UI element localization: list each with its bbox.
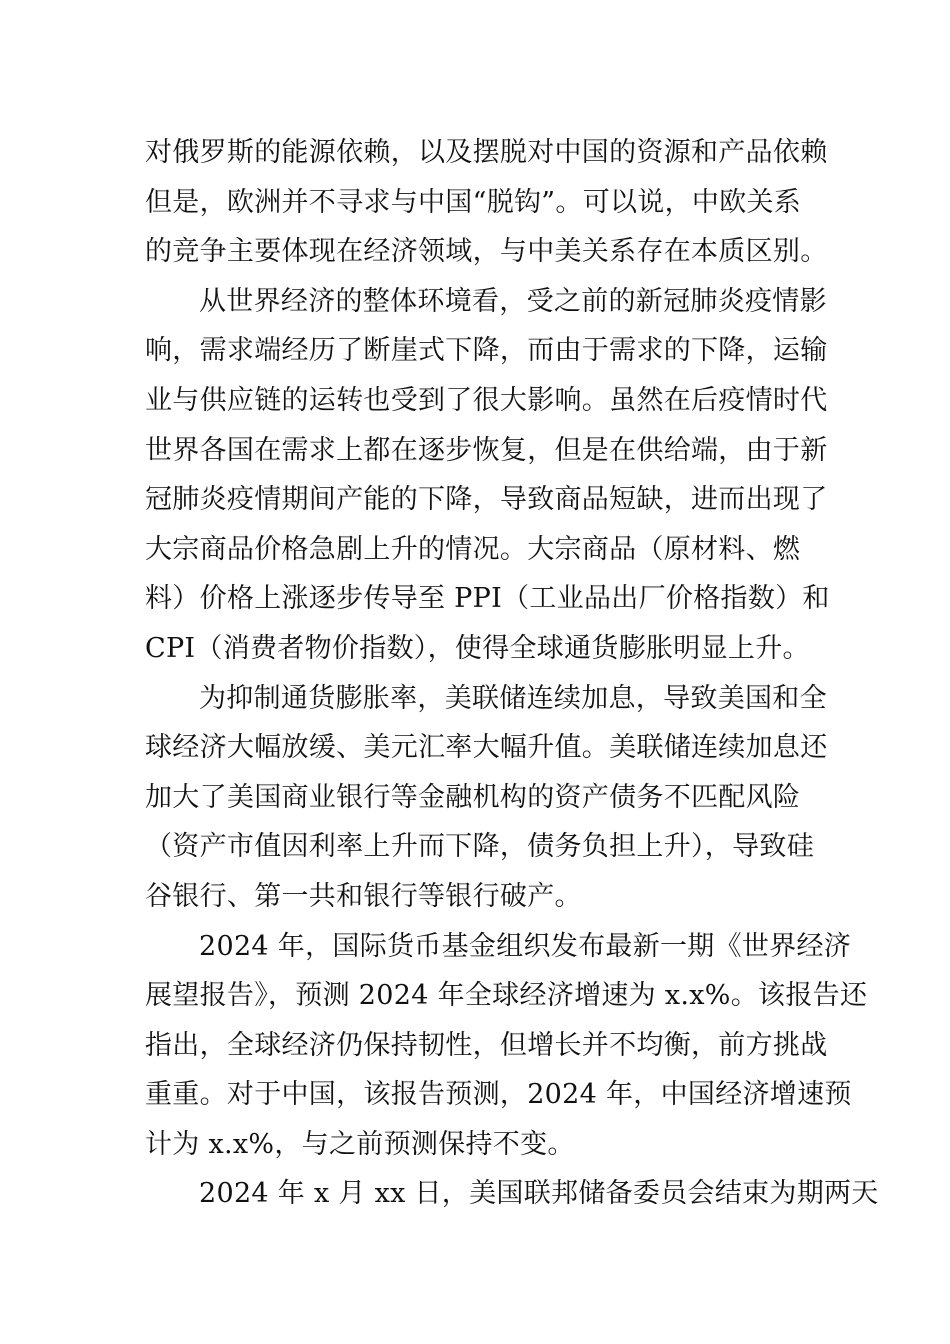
text-line: 料）价格上涨逐步传导至 PPI（工业品出厂价格指数）和 bbox=[145, 583, 830, 615]
paragraph-start-line: 2024 年 x 月 xx 日，美国联邦储备委员会结束为期两天 bbox=[199, 1178, 879, 1210]
text-line: 冠肺炎疫情期间产能的下降，导致商品短缺，进而出现了 bbox=[145, 484, 828, 516]
text-line: 大宗商品价格急剧上升的情况。大宗商品（原材料、燃 bbox=[145, 533, 801, 565]
text-line: 加大了美国商业银行等金融机构的资产债务不匹配风险 bbox=[145, 781, 801, 813]
text-line: 对俄罗斯的能源依赖，以及摆脱对中国的资源和产品依赖 bbox=[145, 137, 828, 168]
document-body bbox=[145, 128, 879, 1219]
text-line: 但是，欧洲并不寻求与中国“脱钩”。可以说，中欧关系 bbox=[145, 186, 802, 218]
text-line: 计为 x.x%，与之前预测保持不变。 bbox=[145, 1128, 575, 1160]
text-line: 世界各国在需求上都在逐步恢复，但是在供给端，由于新 bbox=[145, 434, 828, 466]
paragraph-start-line: 为抑制通货膨胀率，美联储连续加息，导致美国和全 bbox=[199, 682, 827, 714]
text-line: 业与供应链的运转也受到了很大影响。虽然在后疫情时代 bbox=[145, 384, 828, 416]
paragraph-start-line: 2024 年，国际货币基金组织发布最新一期《世界经济 bbox=[199, 930, 852, 962]
text-line: 响，需求端经历了断崖式下降，而由于需求的下降，运输 bbox=[145, 335, 828, 367]
paragraph-start-line: 从世界经济的整体环境看，受之前的新冠肺炎疫情影 bbox=[199, 285, 827, 317]
text-line: 展望报告》，预测 2024 年全球经济增速为 x.x%。该报告还 bbox=[145, 980, 868, 1012]
text-line: 球经济大幅放缓、美元汇率大幅升值。美联储连续加息还 bbox=[145, 732, 828, 764]
text-line: 重重。对于中国，该报告预测，2024 年，中国经济增速预 bbox=[145, 1079, 852, 1111]
text-line: 谷银行、第一共和银行等银行破产。 bbox=[145, 880, 582, 912]
text-line: 的竞争主要体现在经济领域，与中美关系存在本质区别。 bbox=[145, 236, 828, 268]
text-line: （资产市值因利率上升而下降，债务负担上升），导致硅 bbox=[145, 831, 814, 863]
text-line: 指出，全球经济仍保持韧性，但增长并不均衡，前方挑战 bbox=[145, 1029, 828, 1061]
text-line: CPI（消费者物价指数），使得全球通货膨胀明显上升。 bbox=[145, 632, 810, 664]
